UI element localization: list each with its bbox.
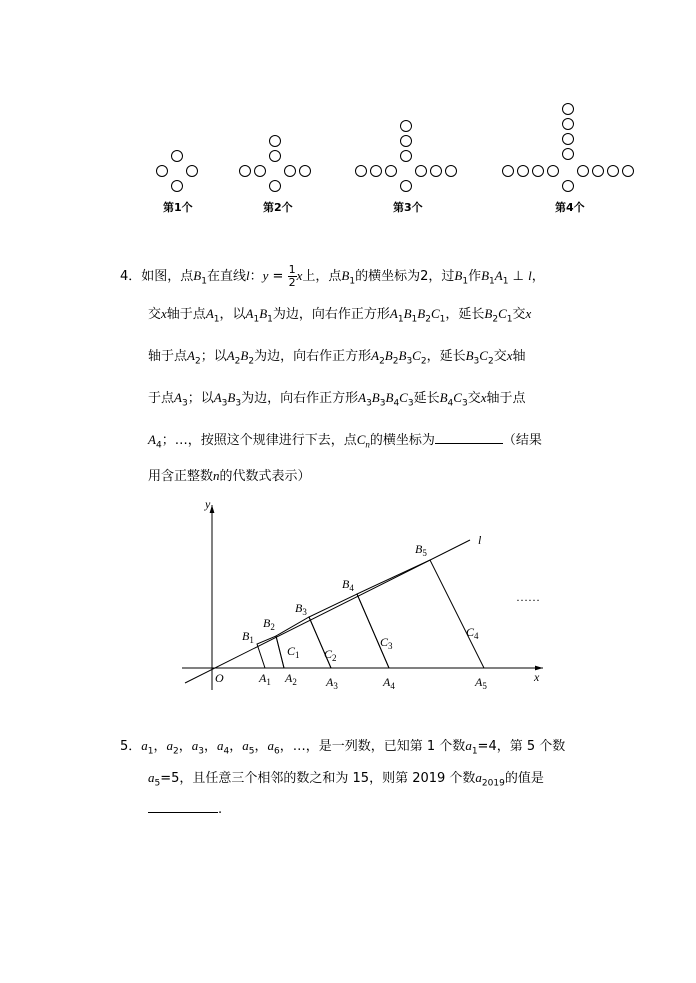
point-c1: $C_1$ xyxy=(287,644,300,660)
square-4 xyxy=(357,560,484,668)
line-l-label: l xyxy=(478,533,482,547)
origin-label: O xyxy=(215,671,224,685)
square-3 xyxy=(309,594,389,668)
q4-line-1: 4．如图，点$B_1$在直线l：y = $\frac{1}{2}$ x上，点$B_1$的横坐标为2，过$B_1$作$B_1A_1$ ⊥ l， xyxy=(120,263,545,289)
pattern-label-3: 第3个 xyxy=(393,201,423,214)
point-a2: $A_2$ xyxy=(285,671,297,687)
point-a3: $A_3$ xyxy=(326,675,338,691)
q4-line-6: 用含正整数n的代数式表示） xyxy=(148,468,311,484)
q4-line-3: 轴于点$A_2$；以$A_2B_2$为边，向右作正方形$A_2B_2B_3C_2$，延长$B_3C_2$交x轴 xyxy=(148,348,526,367)
pattern-label-2: 第2个 xyxy=(263,201,293,214)
q4-line-4: 于点$A_3$；以$A_3B_3$为边，向右作正方形$A_3B_3B_4C_3$延长$B_4C_3$交x轴于点 xyxy=(148,390,526,409)
point-b3: $B_3$ xyxy=(295,601,307,617)
point-b1: $B_1$ xyxy=(242,629,254,645)
q4-line-5: $A_4$；…，按照这个规律进行下去，点$C_n$的横坐标为 （结果 xyxy=(148,432,542,451)
point-b5: $B_5$ xyxy=(415,542,427,558)
point-b4: $B_4$ xyxy=(342,577,354,593)
q5-line-2: $a_5=5$，且任意三个相邻的数之和为 15，则第 2019 个数$a_{2019}$的值是 xyxy=(148,770,544,789)
point-c4: $C_4$ xyxy=(466,625,479,641)
q4-line-2: 交x轴于点$A_1$，以$A_1B_1$为边，向右作正方形$A_1B_1B_2C_1$，延长$B_2C_1$交x xyxy=(148,306,532,325)
question-number: 4． xyxy=(120,269,142,284)
answer-blank[interactable] xyxy=(148,812,218,813)
q5-line-3: . xyxy=(148,802,222,818)
ellipsis: …… xyxy=(516,590,540,604)
y-axis-label: y xyxy=(205,497,211,511)
point-a5: $A_5$ xyxy=(475,675,487,691)
point-a1: $A_1$ xyxy=(259,671,271,687)
question-number: 5． xyxy=(120,739,142,754)
x-axis-label: x xyxy=(534,670,540,684)
point-b2: $B_2$ xyxy=(263,616,275,632)
square-2 xyxy=(276,617,331,668)
point-c2: $C_2$ xyxy=(324,647,337,663)
point-a4: $A_4$ xyxy=(383,675,395,691)
point-c3: $C_3$ xyxy=(380,635,393,651)
pattern-label-4: 第4个 xyxy=(555,201,585,214)
q5-line-1: 5．$a_1$，$a_2$，$a_3$，$a_4$，$a_5$，$a_6$，…，是一列数，已知第 1 个数$a_1=4$，第 5 个数 xyxy=(120,738,566,757)
pattern-label-1: 第1个 xyxy=(163,201,193,214)
